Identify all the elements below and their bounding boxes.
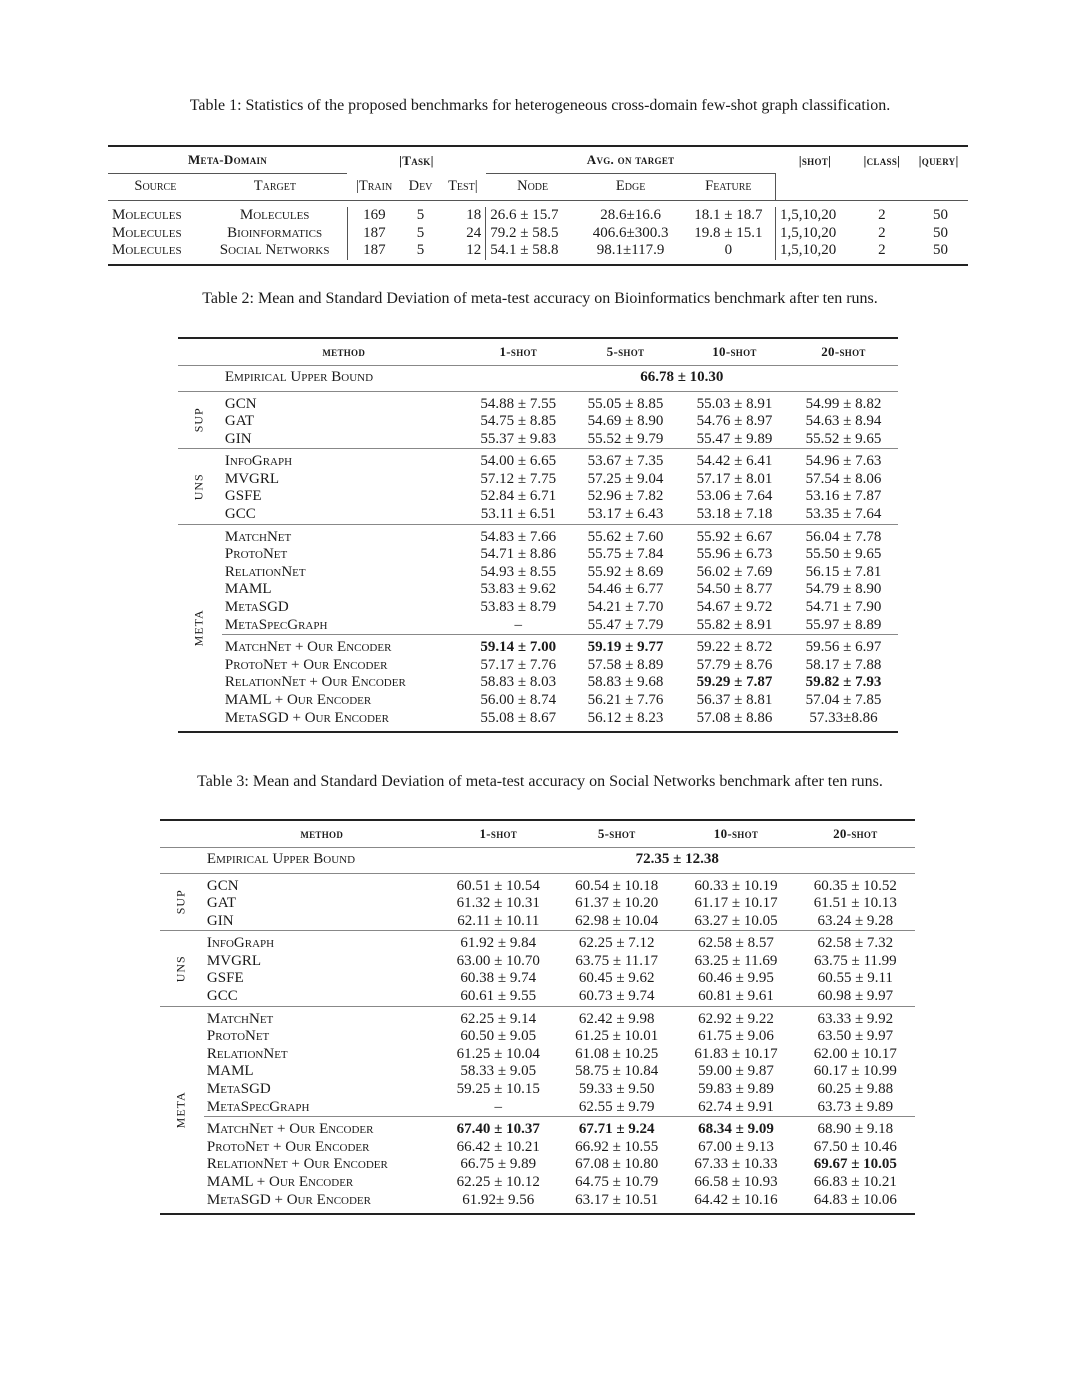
cell-20-shot: 64.83 ± 10.06 — [813, 1191, 897, 1208]
table3-social-networks — [160, 819, 915, 1215]
cell-10-shot: 55.82 ± 8.91 — [696, 616, 773, 633]
table-row — [108, 225, 968, 243]
table1-statistics — [108, 145, 968, 266]
group-label-text: UNS — [174, 954, 189, 982]
upper-bound-label: Empirical Upper Bound — [222, 365, 466, 391]
method-name: MetaSGD + Our Encoder — [224, 709, 389, 726]
group-label-text: META — [192, 609, 207, 647]
table3-caption: Table 3: Mean and Standard Deviation of meta-test accuracy on Social Networks benchmark after ten runs. — [197, 773, 883, 790]
cell-5-shot: 55.92 ± 8.69 — [587, 563, 664, 580]
table-row — [108, 207, 968, 225]
header-5-shot: 5-shot — [606, 343, 645, 359]
header-10-shot: 10-shot — [712, 343, 757, 359]
cell-5-shot: 57.25 ± 9.04 — [587, 470, 664, 487]
header-class: |class| — [863, 152, 901, 168]
cell-1-shot: 62.25 ± 10.12 — [456, 1174, 540, 1190]
upper-bound-label: Empirical Upper Bound — [204, 847, 440, 873]
method-name: GIN — [206, 912, 234, 929]
table-row — [160, 873, 915, 895]
table-row — [160, 953, 915, 971]
cell-5-shot: 61.25 ± 10.01 — [575, 1028, 659, 1045]
method-name: MatchNet — [222, 524, 466, 546]
cell-5-shot: 53.67 ± 7.35 — [571, 449, 680, 471]
cell-1-shot: 59.25 ± 10.15 — [456, 1081, 540, 1098]
cell-5-shot: 64.75 ± 10.79 — [575, 1174, 659, 1190]
header-5-shot: 5-shot — [597, 825, 636, 841]
cell-10-shot: 57.17 ± 8.01 — [696, 470, 773, 487]
col-target: Target — [253, 178, 296, 195]
cell-5-shot: 55.62 ± 7.60 — [571, 524, 680, 546]
cell-10-shot: 59.83 ± 9.89 — [698, 1081, 774, 1098]
method-name: MAML — [224, 581, 272, 598]
method-name: RelationNet + Our Encoder — [206, 1156, 388, 1173]
col-feature: Feature — [682, 174, 776, 201]
cell-20-shot: 54.63 ± 8.94 — [805, 413, 882, 430]
cell-5-shot: 52.96 ± 7.82 — [587, 488, 664, 505]
cell-5-shot: 67.71 ± 9.24 — [557, 1117, 676, 1139]
table-row — [178, 506, 898, 524]
cell-20-shot: 55.50 ± 9.65 — [805, 546, 882, 563]
cell-1-shot: 60.61 ± 9.55 — [460, 988, 537, 1005]
cell-edge: 28.6±16.6 — [600, 207, 661, 223]
cell-1-shot: 61.25 ± 10.04 — [456, 1045, 540, 1062]
header-20-shot: 20-shot — [821, 343, 866, 359]
table-row — [178, 599, 898, 617]
cell-5-shot: 56.12 ± 8.23 — [587, 709, 664, 726]
cell-20-shot: 60.17 ± 10.99 — [813, 1063, 897, 1080]
cell-1-shot: 54.71 ± 8.86 — [480, 546, 557, 563]
cell-5-shot: 62.98 ± 10.04 — [575, 912, 659, 929]
cell-shot: 1,5,10,20 — [779, 224, 837, 241]
cell-10-shot: 55.92 ± 6.67 — [680, 524, 789, 546]
cell-10-shot: 67.00 ± 9.13 — [698, 1138, 774, 1155]
table-row — [178, 617, 898, 635]
cell-10-shot: 55.96 ± 6.73 — [696, 546, 773, 563]
cell-5-shot: 54.21 ± 7.70 — [587, 599, 664, 616]
header-shot: |shot| — [798, 152, 832, 168]
cell-1-shot: 54.93 ± 8.55 — [480, 563, 557, 580]
table-row — [178, 413, 898, 431]
cell-20-shot: 58.17 ± 7.88 — [805, 656, 882, 673]
header-20-shot: 20-shot — [833, 825, 878, 841]
header-method: method — [322, 343, 366, 359]
table2-caption: Table 2: Mean and Standard Deviation of meta-test accuracy on Bioinformatics benchmark after ten runs. — [202, 290, 878, 307]
cell-10-shot: 60.81 ± 9.61 — [698, 988, 774, 1005]
table-row — [178, 391, 898, 413]
cell-10-shot: 61.75 ± 9.06 — [698, 1028, 774, 1045]
cell-feature: 0 — [682, 242, 776, 260]
table-row — [160, 1156, 915, 1174]
table-row — [160, 1006, 915, 1028]
method-name: MatchNet + Our Encoder — [204, 1117, 440, 1139]
cell-5-shot: 61.37 ± 10.20 — [575, 895, 659, 912]
group-label-uns — [178, 449, 222, 524]
cell-20-shot: 54.99 ± 8.82 — [789, 391, 898, 413]
table-row — [178, 449, 898, 471]
cell-1-shot: 59.14 ± 7.00 — [466, 635, 571, 657]
cell-1-shot: 60.38 ± 9.74 — [460, 970, 537, 987]
cell-10-shot: 61.17 ± 10.17 — [694, 895, 778, 912]
cell-1-shot: 60.50 ± 9.05 — [460, 1028, 537, 1045]
cell-dev: 5 — [416, 207, 425, 223]
col-dev: Dev — [408, 178, 433, 194]
table-row — [160, 895, 915, 913]
cell-10-shot: 60.46 ± 9.95 — [698, 970, 774, 987]
cell-5-shot: 55.75 ± 7.84 — [587, 546, 664, 563]
cell-20-shot: 57.33±8.86 — [809, 709, 878, 726]
cell-5-shot: 66.92 ± 10.55 — [575, 1138, 659, 1155]
cell-10-shot: 53.06 ± 7.64 — [696, 488, 773, 505]
method-name: InfoGraph — [204, 931, 440, 953]
cell-target: Social Networks — [219, 242, 330, 258]
table1-caption: Table 1: Statistics of the proposed benchmarks for heterogeneous cross-domain few-shot graph classification. — [189, 97, 891, 114]
header-method: method — [300, 825, 344, 841]
method-name: GCC — [206, 988, 238, 1005]
cell-20-shot: 55.52 ± 9.65 — [805, 430, 882, 447]
cell-node: 54.1 ± 58.8 — [490, 242, 559, 258]
cell-10-shot: 59.29 ± 7.87 — [696, 674, 773, 691]
cell-20-shot: 66.83 ± 10.21 — [813, 1174, 897, 1190]
cell-dev: 5 — [416, 224, 425, 241]
cell-5-shot: 61.08 ± 10.25 — [575, 1045, 659, 1062]
cell-20-shot: 55.97 ± 8.89 — [805, 616, 882, 633]
cell-source: Molecules — [112, 207, 182, 223]
col-node: Node — [517, 178, 549, 195]
cell-10-shot: 66.58 ± 10.93 — [694, 1174, 778, 1190]
cell-query: 50 — [933, 242, 948, 258]
cell-10-shot: 56.02 ± 7.69 — [696, 563, 773, 580]
table2-bioinformatics — [178, 337, 898, 733]
cell-10-shot: 61.83 ± 10.17 — [694, 1045, 778, 1062]
method-name: GAT — [206, 895, 237, 912]
cell-10-shot: 55.03 ± 8.91 — [680, 391, 789, 413]
table-row — [178, 471, 898, 489]
cell-train: 187 — [347, 225, 401, 243]
cell-5-shot: 55.05 ± 8.85 — [571, 391, 680, 413]
cell-edge: 98.1±117.9 — [596, 242, 665, 258]
cell-10-shot: 64.42 ± 10.16 — [694, 1191, 778, 1208]
group-label-text: SUP — [192, 407, 207, 433]
group-label-sup — [178, 391, 222, 449]
cell-edge: 406.6±300.3 — [592, 224, 669, 241]
table-row — [108, 242, 968, 260]
method-name: MAML — [206, 1063, 254, 1080]
col-edge: Edge — [615, 178, 646, 195]
table-row — [160, 1099, 915, 1117]
cell-20-shot: 68.90 ± 9.18 — [796, 1117, 915, 1139]
table-row — [160, 1046, 915, 1064]
header-query: |query| — [918, 152, 959, 168]
table-row — [178, 564, 898, 582]
group-label-uns — [160, 931, 204, 1006]
cell-5-shot: 63.75 ± 11.17 — [575, 952, 659, 969]
cell-20-shot: 63.33 ± 9.92 — [796, 1006, 915, 1028]
cell-5-shot: 57.58 ± 8.89 — [587, 656, 664, 673]
cell-query: 50 — [933, 224, 948, 241]
cell-10-shot: 63.27 ± 10.05 — [694, 912, 778, 929]
method-name: GSFE — [224, 488, 262, 505]
table-row — [178, 488, 898, 506]
col-test: Test| — [448, 178, 478, 194]
cell-5-shot: 58.83 ± 9.68 — [587, 674, 664, 691]
cell-20-shot: 61.51 ± 10.13 — [813, 895, 897, 912]
cell-1-shot: 61.32 ± 10.31 — [456, 895, 540, 912]
cell-1-shot: 55.37 ± 9.83 — [480, 430, 557, 447]
cell-20-shot: 63.75 ± 11.99 — [813, 952, 897, 969]
cell-20-shot: 67.50 ± 10.46 — [813, 1138, 897, 1155]
cell-1-shot: 66.75 ± 9.89 — [460, 1156, 537, 1173]
cell-1-shot: 63.00 ± 10.70 — [456, 952, 540, 969]
group-label-text: UNS — [192, 472, 207, 500]
method-name: RelationNet — [206, 1045, 288, 1062]
cell-20-shot: 63.73 ± 9.89 — [817, 1098, 894, 1115]
cell-5-shot: 54.46 ± 6.77 — [587, 581, 664, 598]
cell-10-shot: 55.47 ± 9.89 — [696, 430, 773, 447]
cell-5-shot: 55.52 ± 9.79 — [587, 430, 664, 447]
cell-1-shot: 56.00 ± 8.74 — [480, 692, 557, 708]
cell-20-shot: 62.00 ± 10.17 — [813, 1045, 897, 1062]
cell-1-shot: 54.00 ± 6.65 — [466, 449, 571, 471]
cell-20-shot: 54.71 ± 7.90 — [805, 599, 882, 616]
cell-20-shot: 60.25 ± 9.88 — [817, 1081, 894, 1098]
cell-10-shot: 56.37 ± 8.81 — [696, 692, 773, 708]
cell-1-shot: 61.92 ± 9.84 — [440, 931, 557, 953]
cell-20-shot: 57.04 ± 7.85 — [805, 692, 882, 708]
cell-train: 187 — [347, 242, 401, 260]
cell-1-shot: 62.11 ± 10.11 — [457, 912, 540, 929]
table-row — [160, 988, 915, 1006]
method-name: MatchNet + Our Encoder — [222, 635, 466, 657]
group-label-text: META — [174, 1091, 189, 1129]
cell-20-shot: 62.58 ± 7.32 — [796, 931, 915, 953]
cell-20-shot: 59.56 ± 6.97 — [789, 635, 898, 657]
cell-5-shot: 60.73 ± 9.74 — [578, 988, 655, 1005]
cell-10-shot: 60.33 ± 10.19 — [676, 873, 795, 895]
cell-20-shot: 60.55 ± 9.11 — [817, 970, 893, 987]
method-name: MVGRL — [224, 470, 280, 487]
cell-20-shot: 54.96 ± 7.63 — [789, 449, 898, 471]
cell-shot: 1,5,10,20 — [779, 207, 837, 223]
header-avg-on-target: Avg. on target — [486, 146, 776, 174]
method-name: MVGRL — [206, 952, 262, 969]
method-name: ProtoNet + Our Encoder — [224, 656, 388, 673]
table-row — [160, 970, 915, 988]
cell-5-shot: 67.08 ± 10.80 — [575, 1156, 659, 1173]
cell-10-shot: 54.67 ± 9.72 — [696, 599, 773, 616]
cell-10-shot: 57.08 ± 8.86 — [696, 709, 773, 726]
method-name: MatchNet — [204, 1006, 440, 1028]
cell-class: 2 — [878, 242, 886, 258]
method-name: MAML + Our Encoder — [206, 1174, 354, 1190]
header-1-shot: 1-shot — [499, 343, 538, 359]
table-row — [160, 1081, 915, 1099]
cell-10-shot: 62.58 ± 8.57 — [676, 931, 795, 953]
cell-5-shot: 55.47 ± 7.79 — [587, 616, 664, 633]
cell-query: 50 — [933, 207, 948, 223]
cell-10-shot: 59.00 ± 9.87 — [698, 1063, 774, 1080]
cell-10-shot: 62.92 ± 9.22 — [676, 1006, 795, 1028]
cell-20-shot: 54.79 ± 8.90 — [805, 581, 882, 598]
cell-5-shot: 53.17 ± 6.43 — [587, 506, 664, 523]
cell-10-shot: 67.33 ± 10.33 — [694, 1156, 778, 1173]
cell-5-shot: 59.19 ± 9.77 — [571, 635, 680, 657]
table-row — [160, 913, 915, 931]
table-row — [178, 431, 898, 449]
table-row — [178, 710, 898, 733]
method-name: RelationNet — [224, 563, 306, 580]
cell-dev: 5 — [416, 242, 425, 258]
table-row — [160, 1192, 915, 1215]
cell-20-shot: 69.67 ± 10.05 — [813, 1156, 897, 1173]
cell-train: 169 — [347, 207, 401, 225]
cell-1-shot: 67.40 ± 10.37 — [440, 1117, 557, 1139]
cell-1-shot: 53.83 ± 9.62 — [480, 581, 557, 598]
method-name: ProtoNet — [224, 546, 288, 563]
cell-5-shot: 62.42 ± 9.98 — [557, 1006, 676, 1028]
cell-class: 2 — [878, 224, 886, 241]
cell-10-shot: 54.50 ± 8.77 — [696, 581, 773, 598]
cell-test: 12 — [440, 242, 486, 260]
cell-20-shot: 56.04 ± 7.78 — [789, 524, 898, 546]
group-label-meta — [178, 524, 222, 732]
cell-5-shot: 58.75 ± 10.84 — [575, 1063, 659, 1080]
cell-source: Molecules — [112, 224, 182, 241]
cell-target: Molecules — [239, 207, 310, 223]
table-row — [178, 692, 898, 710]
cell-feature: 19.8 ± 15.1 — [682, 225, 776, 243]
table-row — [178, 657, 898, 675]
header-task: |Task| — [399, 152, 434, 168]
cell-5-shot: 60.54 ± 10.18 — [557, 873, 676, 895]
cell-target: Bioinformatics — [227, 224, 323, 241]
cell-1-shot: 62.25 ± 9.14 — [440, 1006, 557, 1028]
col-train: |Train — [355, 178, 393, 194]
method-name: GAT — [224, 413, 255, 430]
cell-1-shot: 55.08 ± 8.67 — [480, 709, 557, 726]
cell-20-shot: 57.54 ± 8.06 — [805, 470, 882, 487]
cell-5-shot: 63.17 ± 10.51 — [575, 1191, 659, 1208]
cell-node: 26.6 ± 15.7 — [490, 207, 559, 223]
cell-20-shot: 60.35 ± 10.52 — [796, 873, 915, 895]
cell-test: 24 — [440, 225, 486, 243]
cell-1-shot: 52.84 ± 6.71 — [480, 488, 557, 505]
table-row — [178, 524, 898, 546]
cell-1-shot: – — [494, 1098, 503, 1115]
method-name: MetaSGD — [224, 599, 289, 616]
cell-node: 79.2 ± 58.5 — [490, 224, 559, 241]
table-row — [160, 1139, 915, 1157]
cell-1-shot: 57.17 ± 7.76 — [480, 656, 557, 673]
group-label-text: SUP — [174, 889, 189, 915]
cell-test: 18 — [440, 207, 486, 225]
method-name: GSFE — [206, 970, 244, 987]
table-row — [178, 674, 898, 692]
cell-5-shot: 60.45 ± 9.62 — [578, 970, 655, 987]
cell-20-shot: 63.24 ± 9.28 — [817, 912, 894, 929]
cell-1-shot: 61.92± 9.56 — [462, 1191, 535, 1208]
cell-5-shot: 62.55 ± 9.79 — [578, 1098, 655, 1115]
cell-1-shot: 53.11 ± 6.51 — [480, 506, 556, 523]
method-name: GCN — [204, 873, 440, 895]
cell-1-shot: 53.83 ± 8.79 — [480, 599, 557, 616]
method-name: GCC — [224, 506, 256, 523]
cell-shot: 1,5,10,20 — [779, 242, 837, 258]
cell-5-shot: 56.21 ± 7.76 — [587, 692, 664, 708]
table-row — [160, 1063, 915, 1081]
method-name: MetaSpecGraph — [224, 616, 328, 633]
table-row — [178, 635, 898, 657]
table-row — [178, 581, 898, 599]
header-1-shot: 1-shot — [479, 825, 518, 841]
header-meta-domain: Meta-Domain — [108, 146, 347, 174]
cell-10-shot: 54.42 ± 6.41 — [680, 449, 789, 471]
cell-1-shot: – — [514, 616, 523, 633]
cell-10-shot: 54.76 ± 8.97 — [696, 413, 773, 430]
upper-bound-value: 66.78 ± 10.30 — [466, 365, 898, 391]
cell-20-shot: 56.15 ± 7.81 — [805, 563, 882, 580]
cell-5-shot: 59.33 ± 9.50 — [578, 1081, 655, 1098]
cell-5-shot: 62.25 ± 7.12 — [557, 931, 676, 953]
table-row — [160, 931, 915, 953]
cell-10-shot: 62.74 ± 9.91 — [698, 1098, 774, 1115]
table-row — [160, 1117, 915, 1139]
table-row — [160, 1174, 915, 1192]
method-name: ProtoNet + Our Encoder — [206, 1138, 370, 1155]
cell-20-shot: 59.82 ± 7.93 — [805, 674, 882, 691]
method-name: MAML + Our Encoder — [224, 692, 372, 708]
cell-feature: 18.1 ± 18.7 — [682, 207, 776, 225]
method-name: GCN — [222, 391, 466, 413]
cell-10-shot: 53.18 ± 7.18 — [696, 506, 773, 523]
method-name: MetaSpecGraph — [206, 1098, 310, 1115]
upper-bound-value: 72.35 ± 12.38 — [440, 847, 915, 873]
cell-20-shot: 60.98 ± 9.97 — [817, 988, 894, 1005]
cell-class: 2 — [878, 207, 886, 223]
group-label-meta — [160, 1006, 204, 1214]
cell-source: Molecules — [112, 242, 182, 258]
method-name: InfoGraph — [222, 449, 466, 471]
method-name: MetaSGD — [206, 1081, 271, 1098]
cell-1-shot: 57.12 ± 7.75 — [480, 470, 557, 487]
method-name: RelationNet + Our Encoder — [224, 674, 406, 691]
method-name: MetaSGD + Our Encoder — [206, 1191, 371, 1208]
cell-20-shot: 63.50 ± 9.97 — [817, 1028, 894, 1045]
cell-1-shot: 58.83 ± 8.03 — [480, 674, 557, 691]
cell-1-shot: 66.42 ± 10.21 — [456, 1138, 540, 1155]
cell-1-shot: 54.88 ± 7.55 — [466, 391, 571, 413]
cell-20-shot: 53.16 ± 7.87 — [805, 488, 882, 505]
cell-10-shot: 57.79 ± 8.76 — [696, 656, 773, 673]
col-source: Source — [134, 178, 177, 195]
cell-5-shot: 54.69 ± 8.90 — [587, 413, 664, 430]
header-10-shot: 10-shot — [713, 825, 759, 841]
cell-10-shot: 63.25 ± 11.69 — [694, 952, 778, 969]
group-label-sup — [160, 873, 204, 931]
cell-1-shot: 58.33 ± 9.05 — [460, 1063, 537, 1080]
cell-1-shot: 54.75 ± 8.85 — [480, 413, 557, 430]
cell-10-shot: 68.34 ± 9.09 — [676, 1117, 795, 1139]
cell-1-shot: 54.83 ± 7.66 — [466, 524, 571, 546]
cell-20-shot: 53.35 ± 7.64 — [805, 506, 882, 523]
table-row — [160, 1028, 915, 1046]
cell-1-shot: 60.51 ± 10.54 — [440, 873, 557, 895]
method-name: GIN — [224, 430, 252, 447]
method-name: ProtoNet — [206, 1028, 270, 1045]
cell-10-shot: 59.22 ± 8.72 — [680, 635, 789, 657]
table-row — [178, 546, 898, 564]
